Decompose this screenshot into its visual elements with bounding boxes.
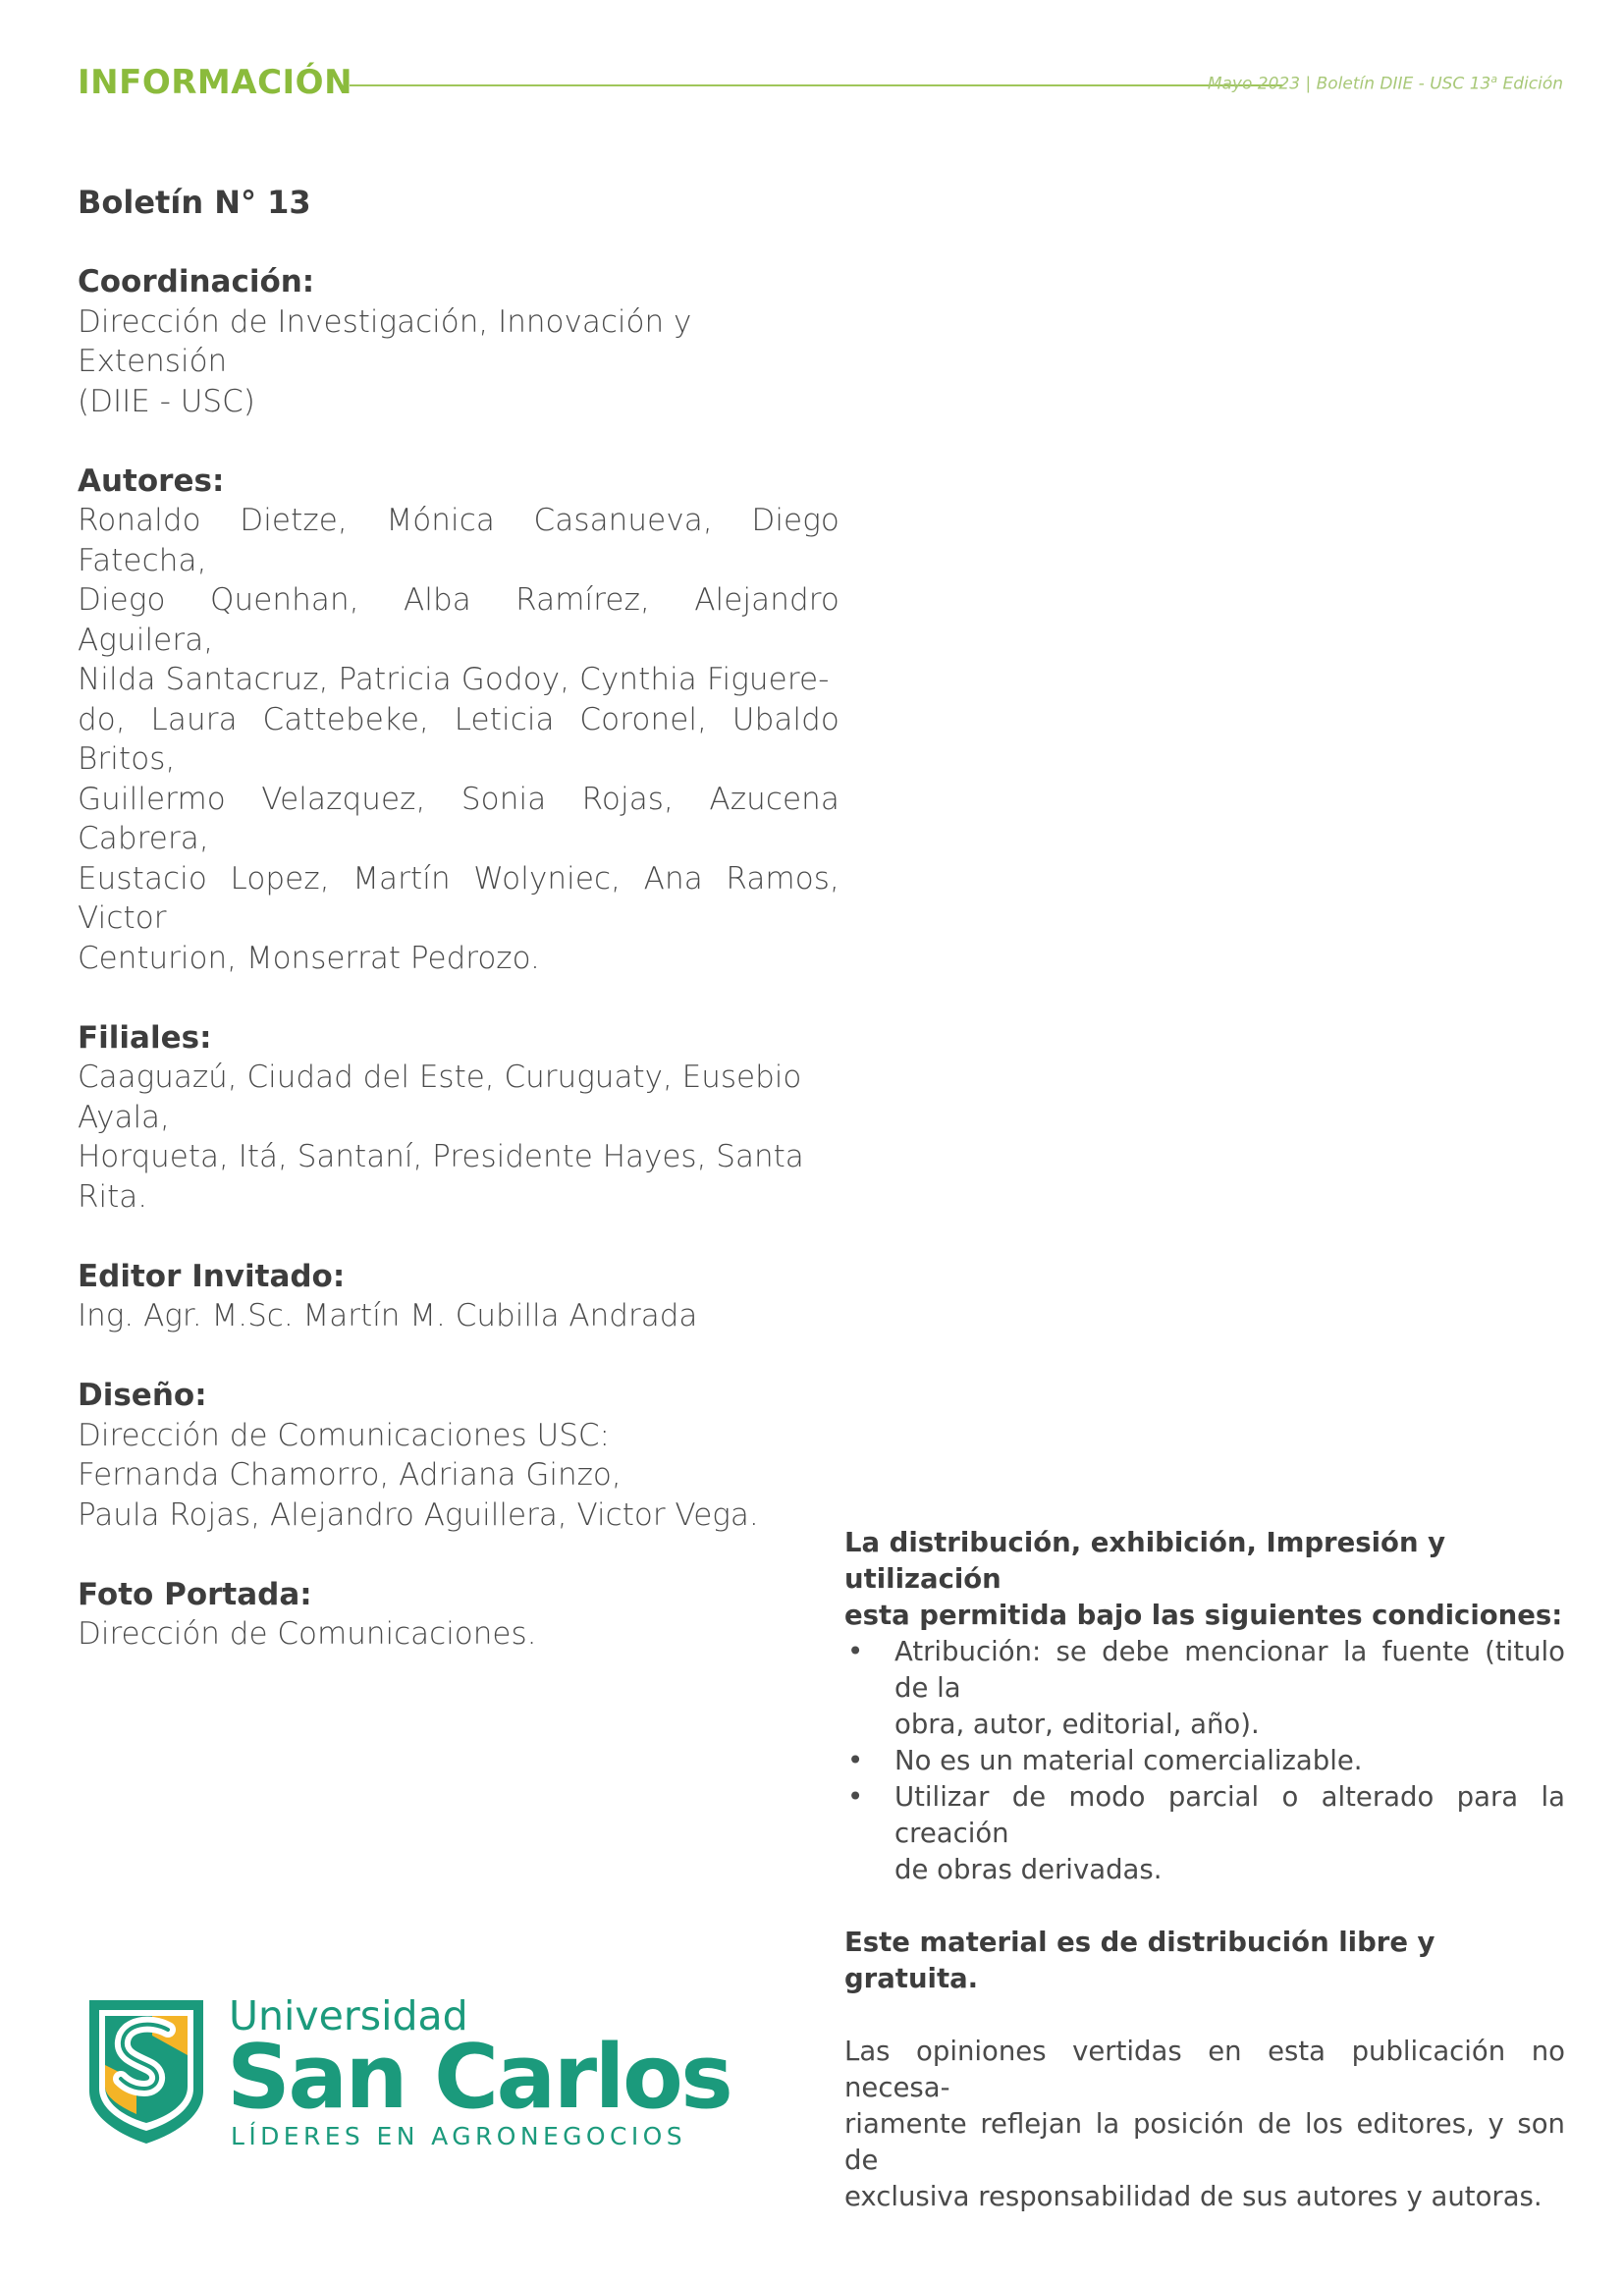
branches-label: Filiales: bbox=[78, 1019, 212, 1056]
condition-line: obra, autor, editorial, año). bbox=[894, 1709, 1260, 1740]
credits-column bbox=[78, 183, 839, 1655]
branches-line: Horqueta, Itá, Santaní, Presidente Hayes, Santa Rita. bbox=[78, 1139, 804, 1215]
design-label: Diseño: bbox=[78, 1378, 207, 1413]
condition-line: Utilizar de modo parcial o alterado para la creación bbox=[894, 1781, 1565, 1849]
condition-line: de obras derivadas. bbox=[894, 1854, 1163, 1885]
header-divider bbox=[350, 84, 1282, 86]
condition-item bbox=[844, 1743, 1565, 1779]
condition-item bbox=[844, 1634, 1565, 1743]
authors-line: do, Laura Cattebeke, Leticia Coronel, Ubaldo Britos, bbox=[78, 701, 839, 777]
free-distribution-note: Este material es de distribución libre y gratuita. bbox=[844, 1927, 1435, 1994]
coordination-line: Dirección de Investigación, Innovación y Extensión bbox=[78, 303, 692, 379]
disclaimer-line: exclusiva responsabilidad de sus autores y autoras. bbox=[844, 2181, 1543, 2212]
logo-name-text: San Carlos bbox=[227, 2026, 731, 2129]
disclaimer-line: riamente reflejan la posición de los editores, y son de bbox=[844, 2108, 1565, 2176]
license-heading-line: La distribución, exhibición, Impresión y utilización bbox=[844, 1527, 1446, 1595]
condition-line: No es un material comercializable. bbox=[894, 1745, 1363, 1776]
license-heading-line: esta permitida bajo las siguientes condiciones: bbox=[844, 1600, 1563, 1631]
guest-editor-section bbox=[78, 1257, 839, 1336]
section-title: INFORMACIÓN bbox=[78, 63, 353, 102]
guest-editor-label: Editor Invitado: bbox=[78, 1258, 346, 1294]
coordination-label: Coordinación: bbox=[78, 264, 315, 299]
bullet-icon: • bbox=[847, 1745, 864, 1776]
edition-superscript: a bbox=[1490, 73, 1498, 85]
authors-line: Nilda Santacruz, Patricia Godoy, Cynthia Figuere- bbox=[78, 662, 830, 697]
authors-line: Eustacio Lopez, Martín Wolyniec, Ana Ramos, Victor bbox=[78, 860, 839, 936]
disclaimer-line: Las opiniones vertidas en esta publicación no necesa- bbox=[844, 2036, 1565, 2103]
conditions-list bbox=[844, 1634, 1565, 1888]
page-header bbox=[78, 61, 1563, 108]
coordination-section bbox=[78, 262, 839, 421]
authors-line: Ronaldo Dietze, Mónica Casanueva, Diego Fatecha, bbox=[78, 503, 839, 578]
authors-section bbox=[78, 462, 839, 979]
branches-section bbox=[78, 1018, 839, 1218]
disclaimer bbox=[844, 2034, 1565, 2215]
guest-editor-line: Ing. Agr. M.Sc. Martín M. Cubilla Andrada bbox=[78, 1298, 698, 1333]
authors-label: Autores: bbox=[78, 462, 225, 499]
university-logo bbox=[85, 1992, 731, 2153]
logo-tagline: LÍDERES EN AGRONEGOCIOS bbox=[231, 2122, 686, 2150]
condition-item bbox=[844, 1779, 1565, 1888]
cover-photo-section bbox=[78, 1575, 839, 1655]
authors-line: Diego Quenhan, Alba Ramírez, Alejandro Aguilera, bbox=[78, 582, 839, 658]
bulletin-title: Boletín N° 13 bbox=[78, 184, 311, 221]
design-line: Dirección de Comunicaciones USC: bbox=[78, 1417, 610, 1453]
condition-line: Atribución: se debe mencionar la fuente (titulo de la bbox=[894, 1636, 1565, 1704]
license-heading bbox=[844, 1525, 1565, 1634]
shield-icon bbox=[85, 1996, 207, 2147]
bullet-icon: • bbox=[847, 1781, 864, 1813]
bullet-icon: • bbox=[847, 1636, 864, 1667]
authors-line: Guillermo Velazquez, Sonia Rojas, Azucena Cabrera, bbox=[78, 781, 839, 856]
cover-photo-line: Dirección de Comunicaciones. bbox=[78, 1616, 537, 1652]
publication-info bbox=[1208, 73, 1563, 94]
design-line: Paula Rojas, Alejandro Aguillera, Victor Vega. bbox=[78, 1496, 759, 1533]
authors-line: Centurion, Monserrat Pedrozo. bbox=[78, 940, 540, 976]
design-section bbox=[78, 1376, 839, 1535]
branches-line: Caaguazú, Ciudad del Este, Curuguaty, Eusebio Ayala, bbox=[78, 1060, 802, 1135]
logo-top-text: Universidad bbox=[229, 1992, 468, 2039]
publication-info-text: Mayo 2023 | Boletín DIIE - USC 13 bbox=[1207, 74, 1491, 94]
coordination-line: (DIIE - USC) bbox=[78, 383, 255, 419]
cover-photo-label: Foto Portada: bbox=[78, 1576, 312, 1612]
license-column bbox=[844, 1525, 1565, 2215]
design-line: Fernanda Chamorro, Adriana Ginzo, bbox=[78, 1457, 622, 1493]
publication-info-suffix: Edición bbox=[1497, 74, 1563, 94]
